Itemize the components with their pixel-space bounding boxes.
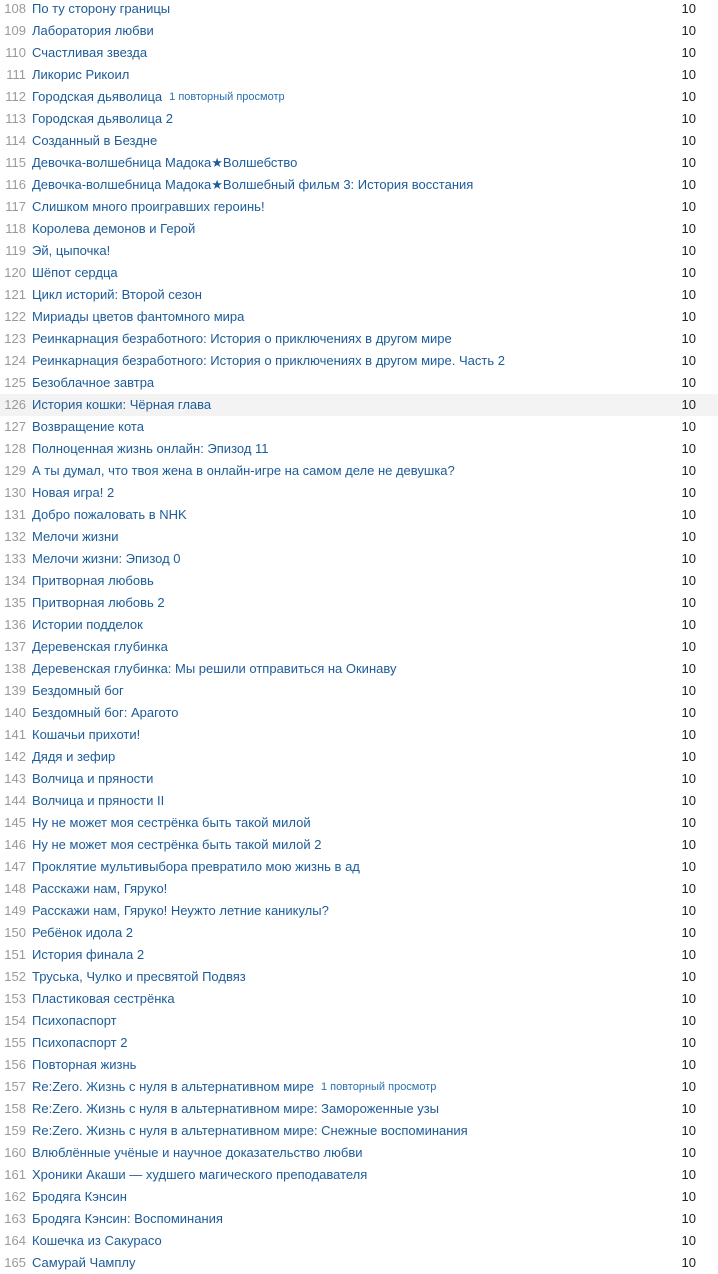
score-value: 10: [681, 397, 696, 412]
anime-title-link[interactable]: По ту сторону границы: [32, 1, 171, 16]
list-row: [0, 1208, 718, 1230]
row-number: 142: [4, 749, 26, 764]
row-number: 122: [4, 309, 26, 324]
row-number: 113: [5, 111, 26, 126]
list-row: [0, 944, 718, 966]
row-number: 125: [4, 375, 26, 390]
row-number: 148: [4, 881, 26, 896]
score-value: 10: [681, 375, 696, 390]
row-number: 119: [5, 243, 26, 258]
score-value: 10: [681, 243, 696, 258]
score-value: 10: [681, 1, 696, 16]
score-value: 10: [681, 265, 696, 280]
list-row: [0, 702, 718, 724]
score-value: 10: [681, 595, 696, 610]
list-row: [0, 108, 718, 130]
row-number: 163: [4, 1211, 26, 1226]
anime-title-link[interactable]: Проклятие мультивыбора превратило мою жизнь в ад: [32, 859, 360, 874]
row-number: 146: [4, 837, 26, 852]
score-value: 10: [681, 947, 696, 962]
row-number: 162: [4, 1189, 26, 1204]
list-row: [0, 1010, 718, 1032]
anime-title-link[interactable]: Слишком много проигравших героинь!: [32, 199, 265, 214]
anime-title-link[interactable]: Девочка-волшебница Мадока★Волшебство: [32, 155, 298, 170]
anime-title-link[interactable]: Повторная жизнь: [32, 1057, 137, 1072]
anime-title-link[interactable]: Эй, цыпочка!: [32, 243, 111, 258]
list-row: [0, 1164, 718, 1186]
anime-title-link[interactable]: Дядя и зефир: [32, 749, 116, 764]
score-value: 10: [681, 881, 696, 896]
score-value: 10: [681, 507, 696, 522]
list-row: [0, 812, 718, 834]
list-row: [0, 526, 718, 548]
anime-title-link[interactable]: Re:Zero. Жизнь с нуля в альтернативном мире: Снежные воспоминания: [32, 1123, 468, 1138]
list-row: [0, 1142, 718, 1164]
anime-title-link[interactable]: Бродяга Кэнсин: [32, 1189, 127, 1204]
score-value: 10: [681, 1035, 696, 1050]
row-number: 108: [4, 1, 26, 16]
row-number: 118: [5, 221, 26, 236]
row-number: 128: [4, 441, 26, 456]
row-number: 130: [4, 485, 26, 500]
score-value: 10: [681, 705, 696, 720]
anime-title-link[interactable]: Ребёнок идола 2: [32, 925, 134, 940]
score-value: 10: [681, 793, 696, 808]
anime-title-link[interactable]: Волчица и пряности: [32, 771, 154, 786]
row-number: 154: [4, 1013, 26, 1028]
row-number: 131: [4, 507, 26, 522]
row-number: 141: [4, 727, 26, 742]
score-value: 10: [681, 1233, 696, 1248]
anime-title-link[interactable]: Бездомный бог: Арагото: [32, 705, 179, 720]
row-number: 129: [4, 463, 26, 478]
anime-title-link[interactable]: Деревенская глубинка: Мы решили отправиться на Окинаву: [32, 661, 397, 676]
score-value: 10: [681, 903, 696, 918]
score-value: 10: [681, 617, 696, 632]
score-value: 10: [681, 1189, 696, 1204]
anime-title-link[interactable]: Шёпот сердца: [32, 265, 118, 280]
list-row: [0, 152, 718, 174]
anime-title-link[interactable]: Добро пожаловать в NHK: [32, 507, 187, 522]
list-row: [0, 240, 718, 262]
anime-title-link[interactable]: А ты думал, что твоя жена в онлайн-игре на самом деле не девушка?: [32, 463, 455, 478]
row-number: 152: [4, 969, 26, 984]
list-row: [0, 504, 718, 526]
anime-title-link[interactable]: Психопаспорт: [32, 1013, 117, 1028]
anime-title-link[interactable]: Реинкарнация безработного: История о приключениях в другом мире: [32, 331, 452, 346]
anime-title-link[interactable]: История финала 2: [32, 947, 145, 962]
anime-title-link[interactable]: Истории подделок: [32, 617, 143, 632]
row-number: 160: [4, 1145, 26, 1160]
anime-title-link[interactable]: Пластиковая сестрёнка: [32, 991, 175, 1006]
list-row: [0, 350, 718, 372]
score-value: 10: [681, 67, 696, 82]
list-row: [0, 1098, 718, 1120]
list-row: [0, 1186, 718, 1208]
anime-title-link[interactable]: Хроники Акаши — худшего магического преподавателя: [32, 1167, 368, 1182]
list-row: [0, 1252, 718, 1274]
row-number: 120: [4, 265, 26, 280]
list-row: [0, 284, 718, 306]
list-row: [0, 394, 718, 416]
score-value: 10: [681, 419, 696, 434]
score-value: 10: [681, 749, 696, 764]
list-row: [0, 724, 718, 746]
row-number: 151: [4, 947, 26, 962]
row-number: 110: [5, 45, 26, 60]
row-number: 126: [4, 397, 26, 412]
anime-title-link[interactable]: Лаборатория любви: [32, 23, 154, 38]
row-number: 150: [4, 925, 26, 940]
score-value: 10: [681, 331, 696, 346]
list-row: [0, 86, 718, 108]
row-number: 134: [4, 573, 26, 588]
list-row: [0, 306, 718, 328]
list-row: [0, 372, 718, 394]
row-number: 156: [4, 1057, 26, 1072]
anime-title-link[interactable]: Возвращение кота: [32, 419, 144, 434]
anime-title-link[interactable]: История кошки: Чёрная глава: [32, 397, 212, 412]
list-row: [0, 614, 718, 636]
anime-title-link[interactable]: Девочка-волшебница Мадока★Волшебный фильм 3: История восстания: [32, 177, 474, 192]
list-row: [0, 438, 718, 460]
score-value: 10: [681, 815, 696, 830]
anime-title-link[interactable]: Полноценная жизнь онлайн: Эпизод 11: [32, 441, 269, 456]
anime-title-link[interactable]: Созданный в Бездне: [32, 133, 158, 148]
list-row: [0, 1120, 718, 1142]
list-row: [0, 790, 718, 812]
anime-title-link[interactable]: Психопаспорт 2: [32, 1035, 128, 1050]
anime-title-link[interactable]: Деревенская глубинка: [32, 639, 168, 654]
anime-title-link[interactable]: Самурай Чамплу: [32, 1255, 136, 1270]
score-value: 10: [681, 463, 696, 478]
anime-title-link[interactable]: Ну не может моя сестрёнка быть такой милой: [32, 815, 311, 830]
row-number: 138: [4, 661, 26, 676]
row-number: 153: [4, 991, 26, 1006]
score-value: 10: [681, 177, 696, 192]
row-number: 155: [4, 1035, 26, 1050]
row-number: 115: [5, 155, 26, 170]
row-number: 109: [4, 23, 26, 38]
row-number: 161: [4, 1167, 26, 1182]
score-value: 10: [681, 1013, 696, 1028]
anime-title-link[interactable]: Цикл историй: Второй сезон: [32, 287, 202, 302]
anime-title-link[interactable]: Мелочи жизни: [32, 529, 119, 544]
row-number: 157: [4, 1079, 26, 1094]
anime-title-link[interactable]: Кошечка из Сакурасо: [32, 1233, 162, 1248]
list-row: [0, 482, 718, 504]
score-value: 10: [681, 837, 696, 852]
anime-title-link[interactable]: Реинкарнация безработного: История о приключениях в другом мире. Часть 2: [32, 353, 505, 368]
list-row: [0, 922, 718, 944]
anime-title-link[interactable]: Труська, Чулко и пресвятой Подвяз: [32, 969, 246, 984]
list-row: [0, 636, 718, 658]
list-row: [0, 416, 718, 438]
rewatch-count-link[interactable]: 1 повторный просмотр: [320, 1081, 437, 1093]
score-value: 10: [681, 529, 696, 544]
score-value: 10: [681, 111, 696, 126]
row-number: 127: [4, 419, 26, 434]
anime-title-link[interactable]: Мириады цветов фантомного мира: [32, 309, 245, 324]
list-row: [0, 64, 718, 86]
score-value: 10: [681, 573, 696, 588]
list-row: [0, 988, 718, 1010]
score-value: 10: [681, 991, 696, 1006]
score-value: 10: [681, 199, 696, 214]
score-value: 10: [681, 1211, 696, 1226]
score-value: 10: [681, 353, 696, 368]
list-row: [0, 20, 718, 42]
list-row: [0, 0, 718, 20]
score-value: 10: [681, 661, 696, 676]
anime-title-link[interactable]: Притворная любовь 2: [32, 595, 165, 610]
list-row: [0, 746, 718, 768]
score-value: 10: [681, 727, 696, 742]
list-row: [0, 900, 718, 922]
score-value: 10: [681, 287, 696, 302]
score-value: 10: [681, 639, 696, 654]
row-number: 121: [4, 287, 26, 302]
list-row: [0, 856, 718, 878]
list-row: [0, 1230, 718, 1252]
row-number: 117: [5, 199, 26, 214]
score-value: 10: [681, 23, 696, 38]
anime-title-link[interactable]: Городская дьяволица 2: [32, 111, 173, 126]
score-value: 10: [681, 221, 696, 236]
anime-title-link[interactable]: Расскажи нам, Гяруко!: [32, 881, 168, 896]
row-number: 123: [4, 331, 26, 346]
anime-title-link[interactable]: Притворная любовь: [32, 573, 154, 588]
row-number: 147: [4, 859, 26, 874]
list-row: [0, 1032, 718, 1054]
list-row: [0, 42, 718, 64]
row-number: 144: [4, 793, 26, 808]
score-value: 10: [681, 1255, 696, 1270]
score-value: 10: [681, 683, 696, 698]
anime-title-link[interactable]: Волчица и пряности II: [32, 793, 165, 808]
anime-title-link[interactable]: Бродяга Кэнсин: Воспоминания: [32, 1211, 223, 1226]
row-number: 137: [4, 639, 26, 654]
anime-title-link[interactable]: Счастливая звезда: [32, 45, 148, 60]
row-number: 140: [4, 705, 26, 720]
list-row: [0, 174, 718, 196]
row-number: 159: [4, 1123, 26, 1138]
list-row: [0, 548, 718, 570]
list-row: [0, 592, 718, 614]
list-row: [0, 768, 718, 790]
score-value: 10: [681, 969, 696, 984]
row-number: 136: [4, 617, 26, 632]
list-row: [0, 328, 718, 350]
list-row: [0, 878, 718, 900]
score-value: 10: [681, 441, 696, 456]
score-value: 10: [681, 1167, 696, 1182]
list-row: [0, 834, 718, 856]
score-value: 10: [681, 1079, 696, 1094]
anime-title-link[interactable]: Расскажи нам, Гяруко! Неужто летние каникулы?: [32, 903, 329, 918]
list-row: [0, 966, 718, 988]
list-row: [0, 196, 718, 218]
score-value: 10: [681, 89, 696, 104]
row-number: 114: [5, 133, 26, 148]
score-value: 10: [681, 1123, 696, 1138]
list-row: [0, 1076, 718, 1098]
anime-title-link[interactable]: Бездомный бог: [32, 683, 124, 698]
score-value: 10: [681, 771, 696, 786]
score-value: 10: [681, 45, 696, 60]
row-number: 164: [4, 1233, 26, 1248]
anime-title-link[interactable]: Ликорис Рикоил: [32, 67, 130, 82]
row-number: 143: [4, 771, 26, 786]
score-value: 10: [681, 155, 696, 170]
score-value: 10: [681, 133, 696, 148]
list-row: [0, 680, 718, 702]
row-number: 111: [6, 67, 26, 82]
row-number: 149: [4, 903, 26, 918]
row-number: 133: [4, 551, 26, 566]
row-number: 135: [4, 595, 26, 610]
row-number: 116: [5, 177, 26, 192]
score-value: 10: [681, 485, 696, 500]
score-value: 10: [681, 551, 696, 566]
anime-title-link[interactable]: Мелочи жизни: Эпизод 0: [32, 551, 181, 566]
anime-title-link[interactable]: Кошачьи прихоти!: [32, 727, 141, 742]
score-value: 10: [681, 1057, 696, 1072]
list-row: [0, 460, 718, 482]
anime-title-link[interactable]: Re:Zero. Жизнь с нуля в альтернативном мире: Замороженные узы: [32, 1101, 439, 1116]
list-row: [0, 658, 718, 680]
anime-title-link[interactable]: Новая игра! 2: [32, 485, 115, 500]
score-value: 10: [681, 1145, 696, 1160]
row-number: 139: [4, 683, 26, 698]
anime-title-link[interactable]: Городская дьяволица: [32, 89, 163, 104]
rewatch-count-link[interactable]: 1 повторный просмотр: [169, 91, 285, 103]
score-value: 10: [681, 1101, 696, 1116]
score-value: 10: [681, 859, 696, 874]
list-row: [0, 130, 718, 152]
list-row: [0, 218, 718, 240]
score-value: 10: [681, 925, 696, 940]
list-row: [0, 1054, 718, 1076]
row-number: 158: [4, 1101, 26, 1116]
anime-title-link[interactable]: Безоблачное завтра: [32, 375, 155, 390]
anime-title-link[interactable]: Ну не может моя сестрёнка быть такой милой 2: [32, 837, 322, 852]
row-number: 165: [4, 1255, 26, 1270]
row-number: 112: [5, 89, 26, 104]
row-number: 124: [4, 353, 26, 368]
list-row: [0, 570, 718, 592]
row-number: 132: [4, 529, 26, 544]
anime-title-link[interactable]: Влюблённые учёные и научное доказательство любви: [32, 1145, 363, 1160]
score-value: 10: [681, 309, 696, 324]
row-number: 145: [4, 815, 26, 830]
list-row: [0, 262, 718, 284]
anime-title-link[interactable]: Королева демонов и Герой: [32, 221, 196, 236]
anime-title-link[interactable]: Re:Zero. Жизнь с нуля в альтернативном мире: [32, 1079, 314, 1094]
